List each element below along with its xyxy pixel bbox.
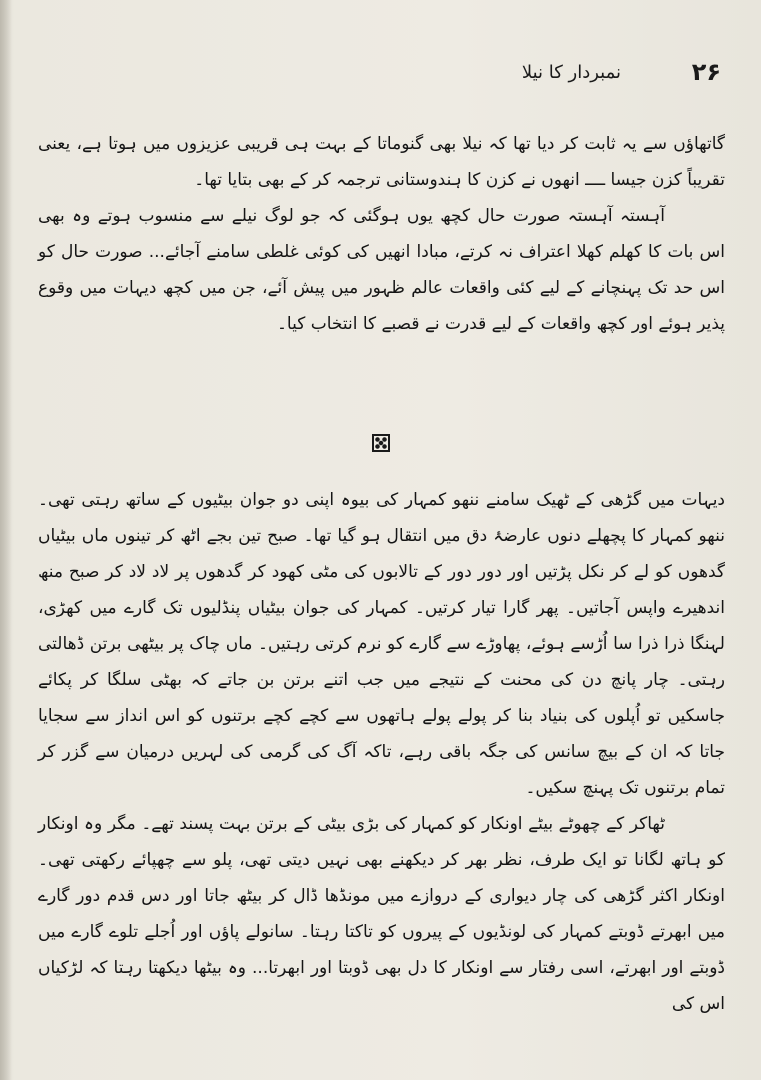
paragraph: دیہات میں گڑھی کے ٹھیک سامنے ننھو کمہار کی بیوہ اپنی دو جوان بیٹیوں کے ساتھ رہتی تھی۔ ننھو کمہار کا پچھلے دنوں عارضۂ دق میں انتقال ہو گیا تھا۔ صبح تین بجے اٹھ کر تینوں ماں بیٹیاں گدھوں کو لے کر نکل پڑتیں اور دور دور کے تالابوں کی مٹی کھود کر گدھوں پر لاد لاد کر صبح منھ اندھیرے واپس آجاتیں۔ پھر گارا تیار کرتیں۔ کمہار کی جوان بیٹیاں پنڈلیوں تک گارے میں کھڑی، لہنگا ذرا ذرا سا اُڑسے ہوئے، پھاوڑے سے گارے کو نرم کرتی رہتیں۔ ماں چاک پر بیٹھی برتن ڈھالتی رہتی۔ چار پانچ دن کی محنت کے نتیجے میں جب اتنے برتن بن جاتے کہ بھٹی سلگا کر پکائے جاسکیں تو اُپلوں کی بنیاد بنا کر پولے پولے ہاتھوں سے کچے کچے برتنوں کو اس انداز سے سجایا جاتا کہ ان کے بیچ سانس کی جگہ باقی رہے، تاکہ آگ کی گرمی کی لہریں درمیان سے گزر کر تمام برتنوں تک پہنچ سکیں۔ <box>38 490 725 798</box>
page-header <box>40 58 721 92</box>
paragraph: آہستہ آہستہ صورت حال کچھ یوں ہوگئی کہ جو لوگ نیلے سے منسوب ہوتے وہ بھی اس بات کا کھلم کھلا اعتراف نہ کرتے، مبادا انھیں کی کوئی غلطی سامنے آجائے... صورت حال کو اس حد تک پہنچانے کے لیے کئی واقعات عالم ظہور میں پیش آئے، جن میں کچھ دیہات میں وقوع پذیر ہوئے اور کچھ واقعات کے لیے قدرت نے قصبے کا انتخاب کیا۔ <box>38 206 725 334</box>
section-break-ornament-icon <box>372 434 390 452</box>
text-section-2 <box>38 482 725 1022</box>
paragraph: گاتھاؤں سے یہ ثابت کر دیا تھا کہ نیلا بھی گنوماتا کے بہت ہی قریبی عزیزوں میں ہوتا ہے، یعنی تقریباً کزن جیسا ــــ انھوں نے کزن کا ہندوستانی ترجمہ کر کے بھی بتایا تھا۔ <box>38 134 725 190</box>
text-section-1 <box>38 126 725 342</box>
paragraph: ٹھاکر کے چھوٹے بیٹے اونکار کو کمہار کی بڑی بیٹی کے برتن بہت پسند تھے۔ مگر وہ اونکار کو ہاتھ لگانا تو ایک طرف، نظر بھر کر دیکھنے بھی نہیں دیتی تھی، پلو سے چھپائے رکھتی تھی۔ اونکار اکثر گڑھی کی چار دیواری کے دروازے میں مونڈھا ڈال کر بیٹھ جاتا اور دس قدم دور گارے میں ابھرتے ڈوبتے کمہار کی لونڈیوں کے پیروں کو تاکتا رہتا۔ سانولے پاؤں اور اُجلے تلوے گارے میں ڈوبتے اور ابھرتے، اسی رفتار سے اونکار کا دل بھی ڈوبتا اور ابھرتا... وہ بیٹھا دیکھتا رہتا کہ لڑکیاں اس کی <box>38 814 725 1014</box>
spine-shadow <box>0 0 12 1080</box>
running-title: نمبردار کا نیلا <box>521 62 621 83</box>
page-number: ۲۶ <box>691 58 721 86</box>
